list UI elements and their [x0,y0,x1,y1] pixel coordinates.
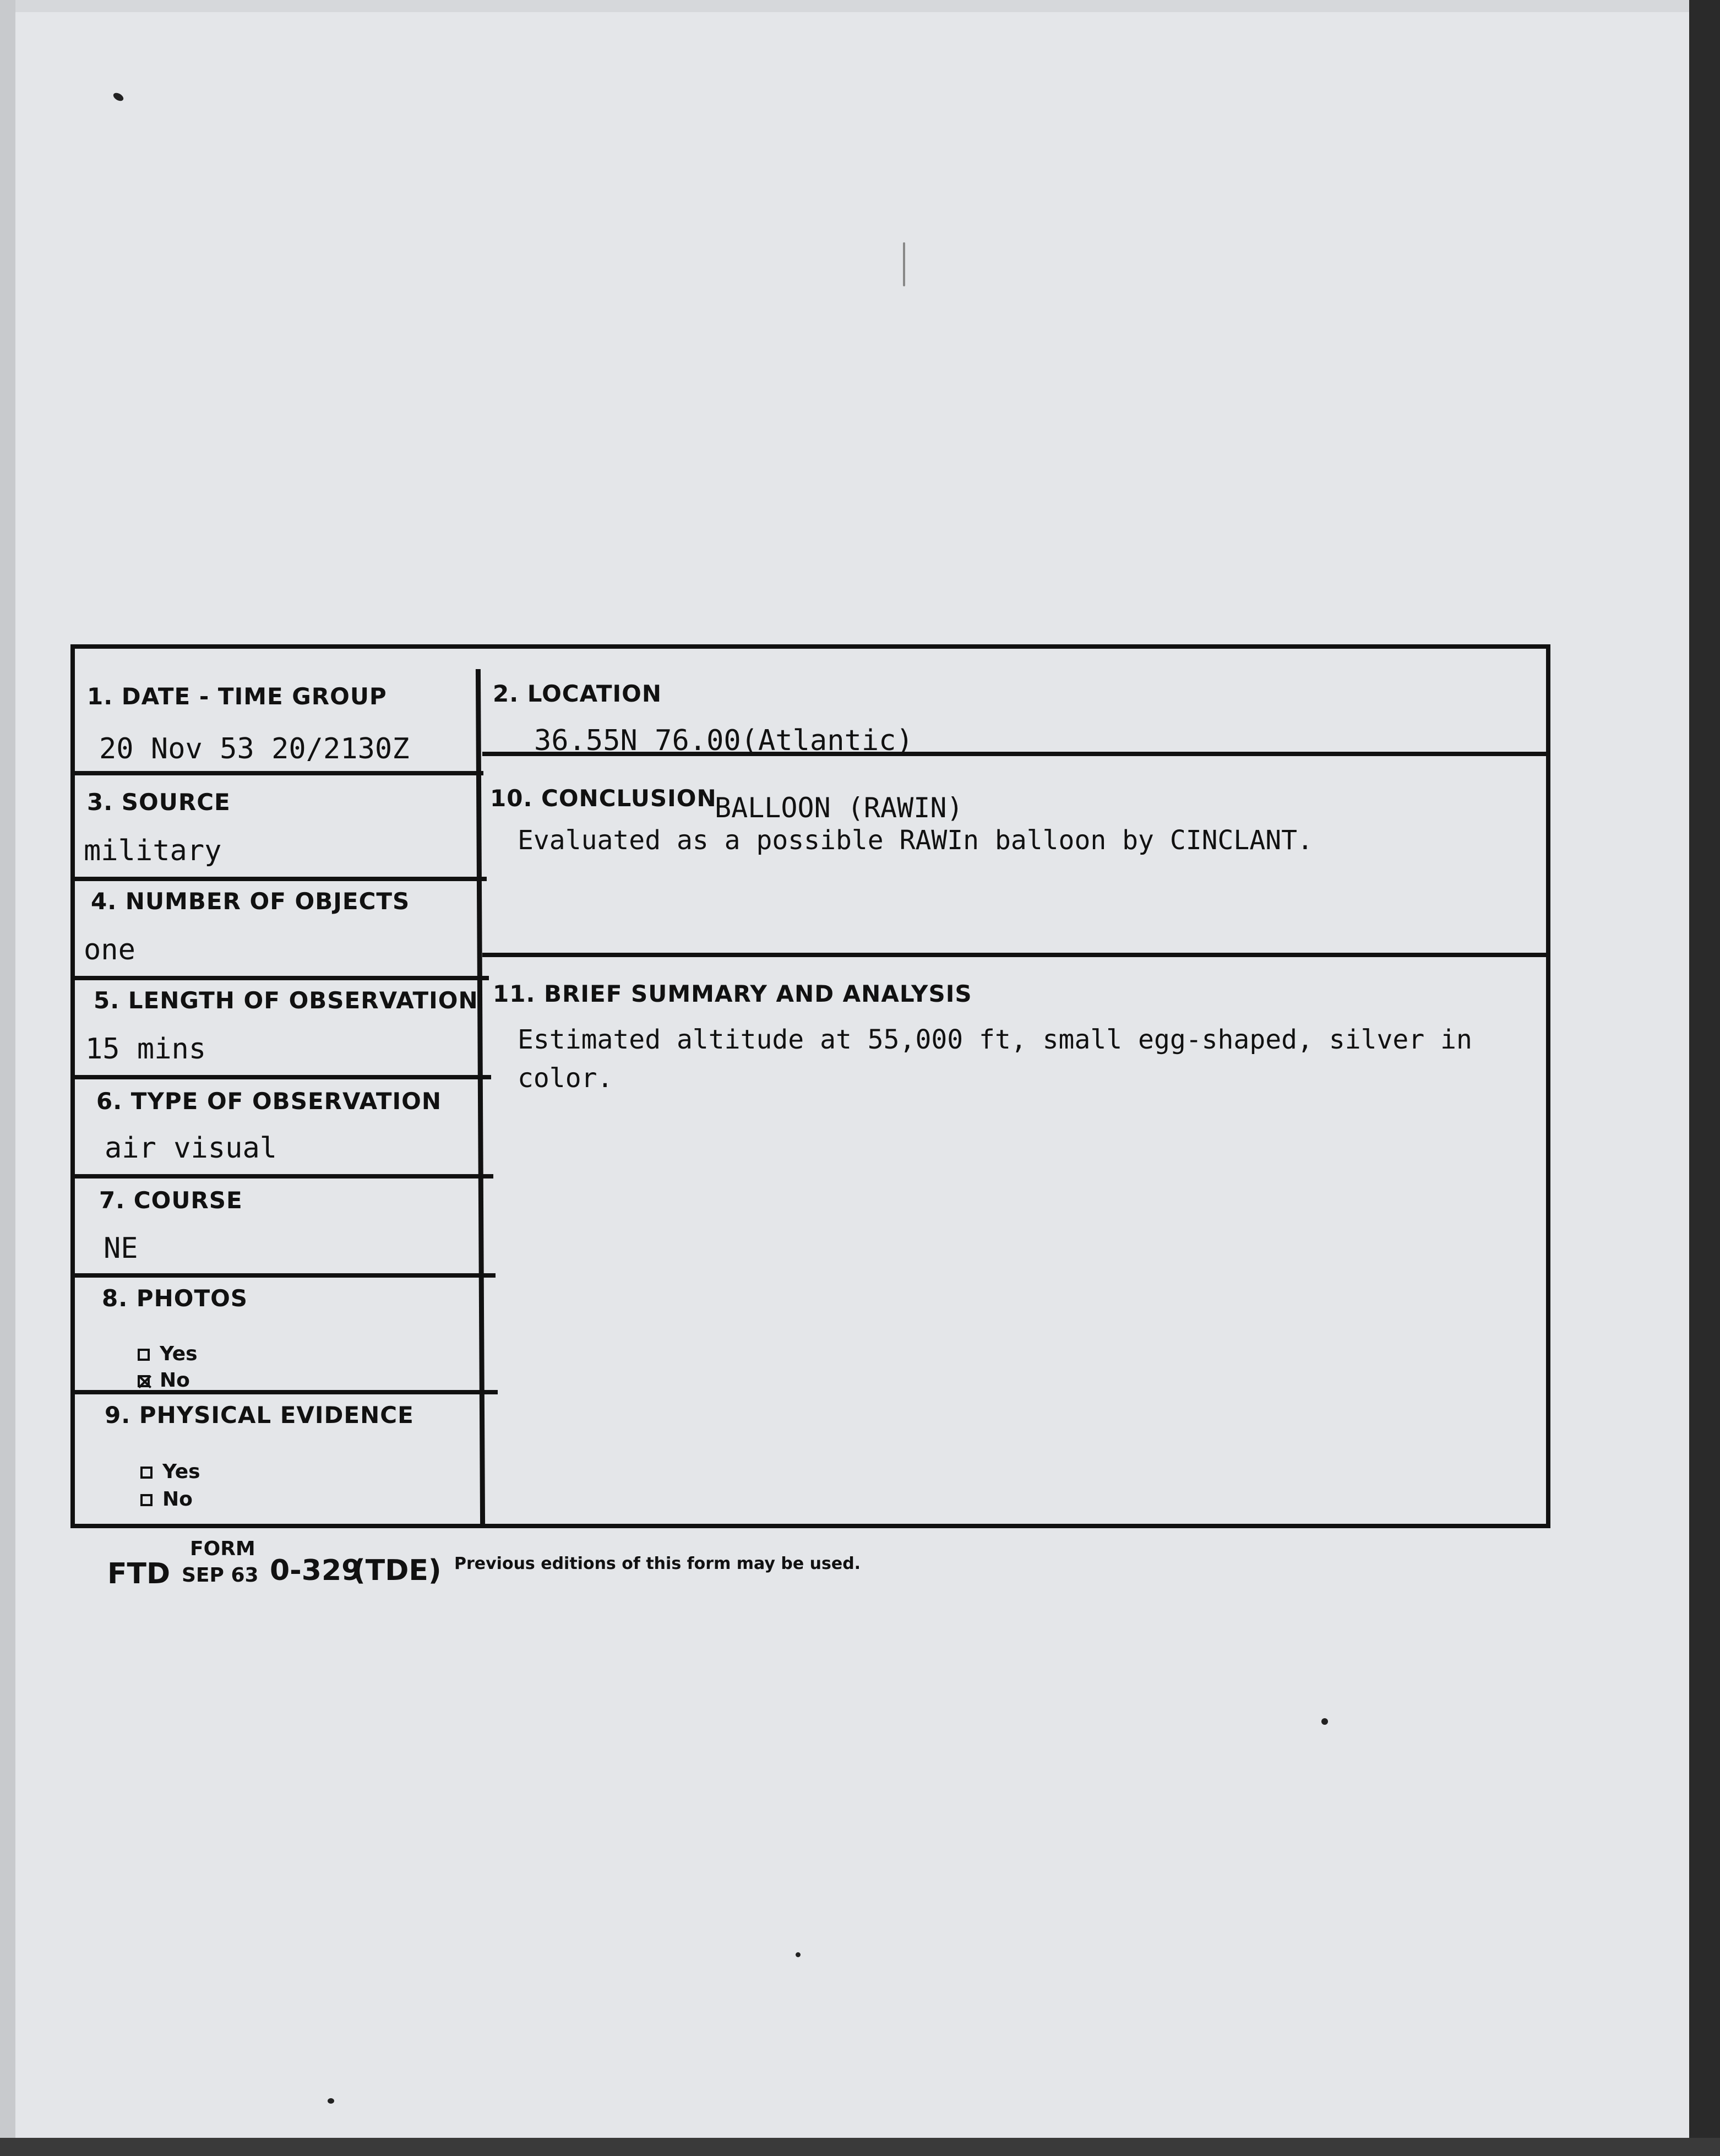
course-value: NE [104,1232,138,1265]
scan-speck [903,242,905,286]
scan-right-edge [1689,0,1720,2156]
evidence-yes-option[interactable] [140,1460,200,1483]
source-label: 3. SOURCE [87,789,231,816]
photos-yes-label: Yes [160,1343,198,1365]
footer-form-suffix: (TDE) [352,1554,442,1587]
evidence-yes-checkbox[interactable] [140,1467,153,1479]
evidence-no-label: No [162,1488,193,1511]
length-value: 15 mins [85,1033,206,1066]
photos-no-option[interactable] [138,1369,190,1392]
evidence-yes-label: Yes [162,1460,200,1483]
footer-ftd: FTD [107,1557,171,1590]
footer-form-date: SEP 63 [182,1564,259,1587]
evidence-no-checkbox[interactable] [140,1494,153,1506]
conclusion-title: BALLOON (RAWIN) [715,792,964,824]
evidence-label: 9. PHYSICAL EVIDENCE [105,1402,414,1429]
scan-speck [1321,1718,1328,1725]
conclusion-bottom-rule [482,953,1550,957]
conclusion-label: 10. CONCLUSION [490,785,717,812]
photos-no-checkbox-checked[interactable] [138,1375,150,1387]
scan-speck [796,1952,801,1957]
length-label: 5. LENGTH OF OBSERVATION [94,987,478,1014]
location-label: 2. LOCATION [493,680,662,707]
summary-line-1: Estimated altitude at 55,000 ft, small egg-shaped, silver in [518,1024,1472,1055]
type-value: air visual [105,1132,277,1165]
type-label: 6. TYPE OF OBSERVATION [96,1088,442,1115]
location-value: 36.55N 76.00(Atlantic) [534,724,913,757]
photos-no-label: No [160,1369,190,1392]
photos-yes-option[interactable] [138,1343,198,1365]
summary-label: 11. BRIEF SUMMARY AND ANALYSIS [493,980,972,1007]
evidence-no-option[interactable] [140,1488,193,1511]
summary-line-2: color. [518,1063,613,1094]
scan-left-edge [0,0,15,2156]
photos-yes-checkbox[interactable] [138,1349,150,1361]
course-label: 7. COURSE [99,1187,243,1214]
objects-label: 4. NUMBER OF OBJECTS [91,888,410,915]
footer-form-number: 0-329 [270,1554,362,1587]
footer-form-word: FORM [190,1538,255,1560]
photos-label: 8. PHOTOS [102,1285,248,1312]
objects-value: one [84,933,135,966]
footer-note: Previous editions of this form may be used. [454,1554,861,1573]
scan-bottom-edge [0,2138,1720,2156]
scan-speck [328,2098,334,2104]
date-time-value: 20 Nov 53 20/2130Z [99,732,410,765]
conclusion-text: Evaluated as a possible RAWIn balloon by CINCLANT. [518,825,1313,856]
source-value: military [84,834,222,867]
date-time-label: 1. DATE - TIME GROUP [87,683,387,710]
